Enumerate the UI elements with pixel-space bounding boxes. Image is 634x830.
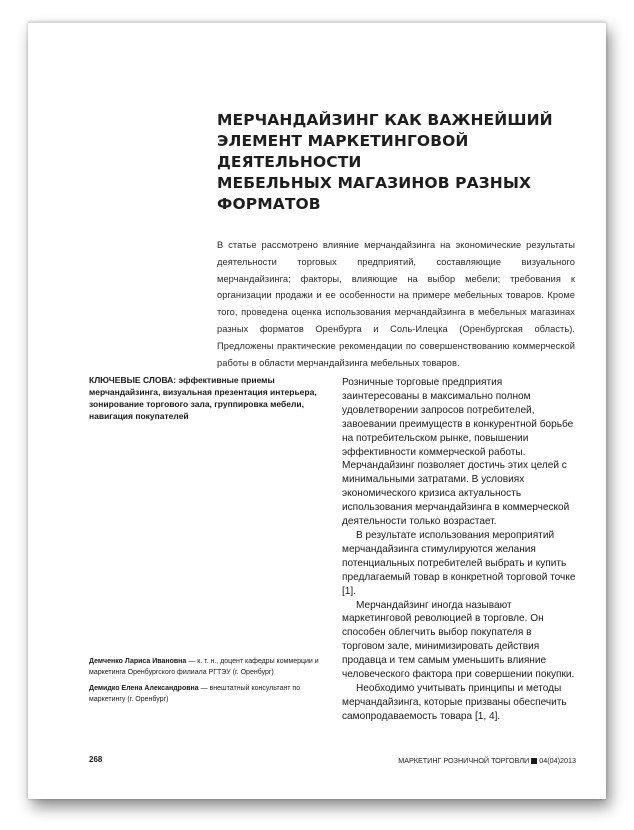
journal-page [28,22,606,799]
author-name: Демченко Лариса Ивановна [89,658,187,665]
author-affiliation: — внештатный консультант по маркетингу (г. Оренбург) [89,685,301,703]
article-abstract: В статье рассмотрено влияние мерчандайзинга на экономические результаты деятельности торговых предприятий, составляющие визуального мерчандайзинга; факторы, влияющие на выбор мебели; требования к организации продажи и ее особенности на примере мебельных товаров. Кроме того, проведена оценка использования мерчандайзинга в мебельных магазинах разных форматов Оренбурга и Соль-Илецка (Оренбургская область). Предложены практические рекомендации по совершенствованию коммерческой работы в области мерчандайзинга мебельных товаров. [217,240,575,368]
journal-issue: 04(04)2013 [539,756,576,765]
article-title: МЕРЧАНДАЙЗИНГ КАК ВАЖНЕЙШИЙ ЭЛЕМЕНТ МАРКЕТИНГОВОЙ ДЕЯТЕЛЬНОСТИ МЕБЕЛЬНЫХ МАГАЗИНОВ РАЗНЫХ ФОРМАТОВ [217,111,553,213]
author-entry [89,656,321,678]
author-affiliation: — к. т. н., доцент кафедры коммерции и маркетинга Оренбургского филиала РГТЭУ (г. Оренбург) [89,658,319,676]
author-info [89,656,321,710]
keywords-label: КЛЮЧЕВЫЕ СЛОВА: [89,375,177,385]
body-paragraph: Мерчандайзинг иногда называют маркетинговой революцией в торговле. Он способен облегчить выбор покупателя в торговом зале, минимизировать действия продавца и тем самым уменьшить влияние человеческого фактора при совершении покупки. [342,599,575,681]
body-paragraph: Необходимо учитывать принципы и методы мерчандайзинга, которые призваны обеспечить самопродаваемость товара [1, 4]. [342,682,567,722]
square-separator-icon [531,758,537,764]
keywords-block [89,374,321,422]
article-body [342,376,576,724]
author-name: Демидко Елена Александровна [89,685,199,692]
body-paragraph: Розничные торговые предприятия заинтересованы в максимально полном удовлетворении запросов потребителей, завоевании преимуществ в конкурентной борьбе на потребительском рынке, повышении эффективности коммерческой работы. Мерчандайзинг позволяет достичь этих целей с минимальными затратами. В условиях экономического кризиса актуальность использования мерчандайзинга в коммерческой деятельности только возрастает. [342,377,574,528]
page-number: 268 [89,755,103,764]
author-entry [89,683,321,705]
body-paragraph: В результате использования мероприятий мерчандайзинга стимулируются желания потенциальных потребителей выбрать и купить предлагаемый товар в конкретной торговой точке [1]. [342,529,576,597]
keywords-text: эффективные приемы мерчандайзинга, визуальная презентация интерьера, зонирование торгового зала, группировка мебели, навигация покупателей [89,375,317,421]
journal-name: МАРКЕТИНГ РОЗНИЧНОЙ ТОРГОВЛИ [398,756,530,765]
journal-footer [398,756,576,765]
